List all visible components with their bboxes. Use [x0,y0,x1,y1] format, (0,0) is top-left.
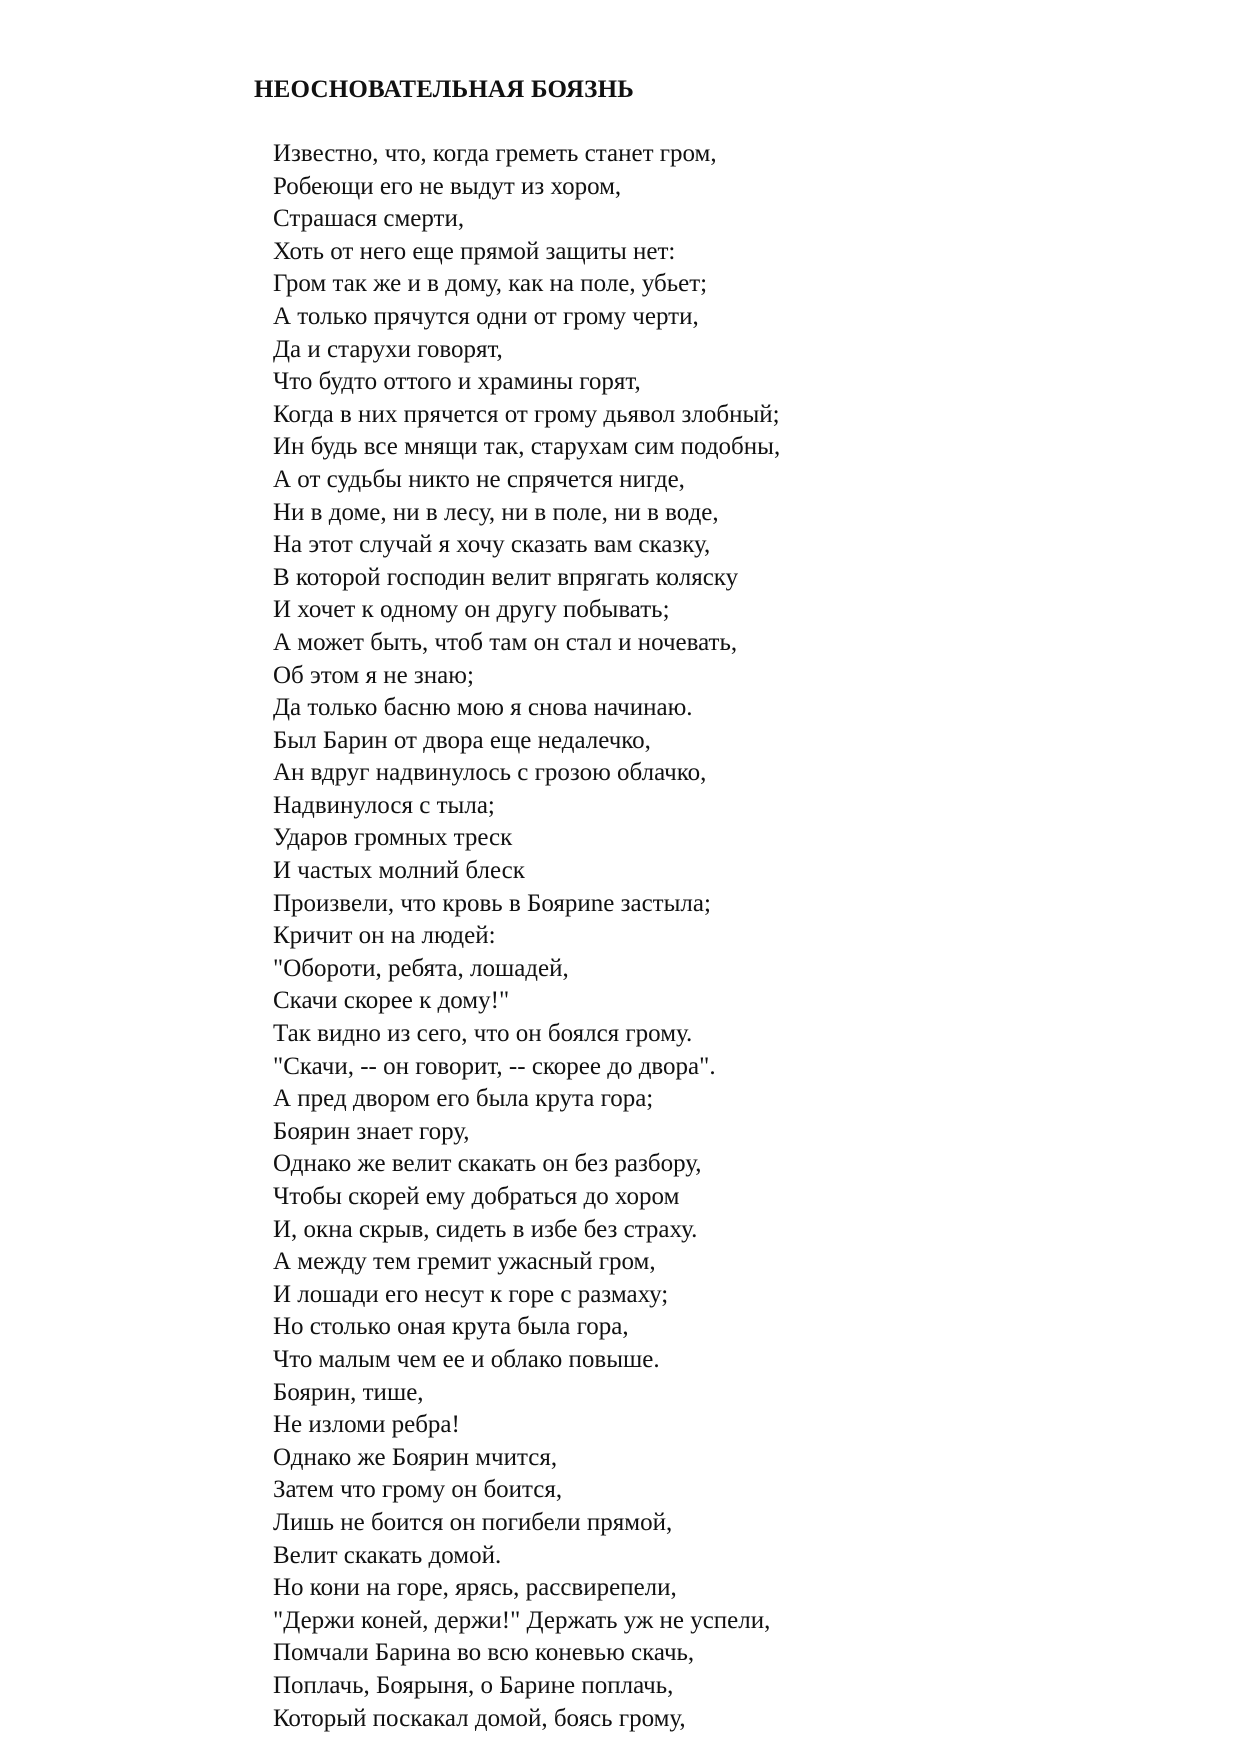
poem-line: Лишь не боится он погибели прямой, [273,1508,673,1536]
poem-line: Что малым чем ее и облако повыше. [273,1345,660,1373]
poem-line: Об этом я не знаю; [273,661,474,689]
poem-line: Помчали Барина во всю коневью скачь, [273,1639,695,1667]
poem-line: А между тем гремит ужасный гром, [273,1248,656,1276]
poem-line: "Держи коней, держи!" Держать уж не успели, [273,1606,771,1634]
poem-line: А пред двором его была крута гора; [273,1085,654,1113]
poem-line: А только прячутся одни от грому черти, [273,302,699,330]
poem-body [273,138,780,1735]
poem-line: Который поскакал домой, боясь грому, [273,1704,686,1732]
poem-line: "Скачи, -- он говорит, -- скорее до двора". [273,1052,716,1080]
poem-line: Поплачь, Боярыня, о Барине поплачь, [273,1671,674,1699]
poem-line: И, окна скрыв, сидеть в избе без страху. [273,1215,698,1243]
poem-line: Гром так же и в дому, как на поле, убьет; [273,270,708,298]
poem-line: А может быть, чтоб там он стал и ночевать, [273,628,738,656]
poem-line: Но столько оная крута была гора, [273,1313,629,1341]
poem-line: Ударов громных треск [273,824,513,852]
poem-line: Страшася смерти, [273,205,465,233]
poem-line: Был Барин от двора еще недалечко, [273,726,651,754]
poem-line: И лошади его несут к горе с размаху; [273,1280,669,1308]
poem-line: Чтобы скорей ему добраться до хором [273,1183,680,1210]
poem-line: Робеющи его не выдут из хором, [273,172,622,200]
poem-line: Надвинулося с тыла; [273,791,495,819]
poem-line: "Обороти, ребята, лошадей, [273,954,569,982]
poem-title: НЕОСНОВАТЕЛЬНАЯ БОЯЗНЬ [254,76,634,103]
poem-line: Боярин, тише, [273,1378,424,1406]
poem-line: Скачи скорее к дому!" [273,987,510,1015]
poem-line: Ни в доме, ни в лесу, ни в поле, ни в воде, [273,498,719,526]
poem-line: Не изломи ребра! [273,1411,460,1439]
poem-line: Произвели, что кровь в Бояриne застыла; [273,889,711,917]
poem-line: Да и старухи говорят, [273,335,503,363]
poem-line: Ин будь все мнящи так, старухам сим подобны, [273,433,781,461]
poem-line: В которой господин велит впрягать коляску [273,563,739,591]
poem-line: Затем что грому он боится, [273,1476,563,1504]
poem-line: А от судьбы никто не спрячется нигде, [273,465,685,493]
poem-line: Что будто оттого и храмины горят, [273,368,641,396]
poem-line: И частых молний блеск [273,857,525,885]
poem-line: Однако же Боярин мчится, [273,1443,558,1471]
poem-line: На этот случай я хочу сказать вам сказку, [273,531,711,559]
poem-line: Однако же велит скакать он без разбору, [273,1150,702,1178]
poem-line: Да только басню мою я снова начинаю. [273,694,693,722]
poem-line: Хоть от него еще прямой защиты нет: [273,237,676,265]
poem-line: Так видно из сего, что он боялся грому. [273,1020,693,1048]
poem-line: Велит скакать домой. [273,1541,502,1569]
poem-line: Боярин знает гору, [273,1117,470,1145]
poem-line: Но кони на горе, ярясь, рассвирепели, [273,1574,677,1602]
poem-line: Известно, что, когда греметь станет гром, [273,140,717,167]
poem-line: Ан вдруг надвинулось с грозою облачко, [273,759,707,787]
poem-line: Кричит он на людей: [273,922,496,950]
poem-line: Когда в них прячется от грому дьявол злобный; [273,400,780,428]
poem-line: И хочет к одному он другу побывать; [273,596,670,624]
